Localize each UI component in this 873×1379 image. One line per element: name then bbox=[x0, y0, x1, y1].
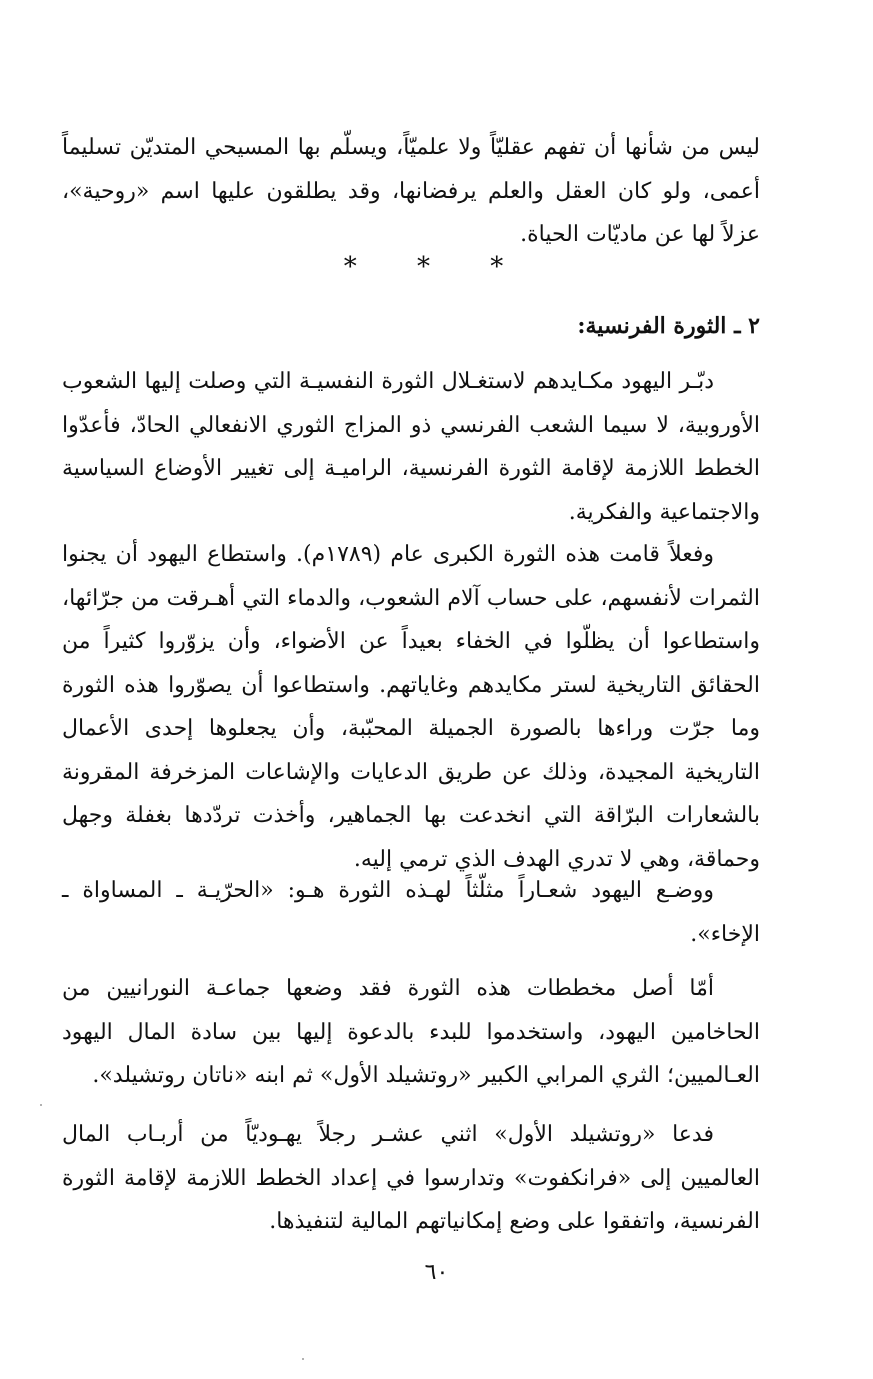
scan-speck bbox=[40, 1104, 42, 1106]
paragraph-2-block bbox=[62, 533, 760, 881]
scan-speck bbox=[302, 1358, 304, 1360]
paragraph-3: ووضـع اليهود شعـاراً مثلّثاً لهـذه الثورة هـو: «الحرّيـة ـ المساواة ـ الإخاء». bbox=[62, 878, 760, 947]
paragraph-2: وفعلاً قامت هذه الثورة الكبرى عام (١٧٨٩م). واستطاع اليهود أن يجنوا الثمرات لأنفسهم، على حساب آلام الشعوب، والدماء التي أهـرقت من جرّائها، واستطاعوا أن يظلّوا في الخفاء بعيداً عن الأضواء، وأن يزوّروا كثيراً من الحقائق التاريخية لستر مكايدهم وغاياتهم. واستطاعوا أن يصوّروا هذه الثورة وما جرّت وراءها بالصورة الجميلة المحبّبة، وأن يجعلوها إحدى الأعمال التاريخية المجيدة، وذلك عن طريق الدعايات والإشاعات المزخرفة المقرونة بالشعارات البرّاقة التي انخدعت بها الجماهير، وأخذت تردّدها بغفلة وجهل وحماقة، وهي لا تدري الهدف الذي ترمي إليه. bbox=[62, 542, 760, 872]
paragraph-4: أمّا أصل مخططات هذه الثورة فقد وضعها جماعـة النورانيين من الحاخامين اليهود، واستخدموا للبدء بالدعوة إليها بين سادة المال اليهود العـالميين؛ الثري المرابي الكبير «روتشيلد الأول» ثم ابنه «ناتان روتشيلد». bbox=[62, 976, 760, 1088]
intro-paragraph-block bbox=[62, 126, 760, 257]
section-separator: * * * bbox=[343, 252, 530, 282]
paragraph-3-block bbox=[62, 869, 760, 956]
intro-paragraph: ليس من شأنها أن تفهم عقليّاً ولا علميّاً، ويسلّم بها المسيحي المتديّن تسليماً أعمى، ولو كان العقل والعلم يرفضانها، وقد يطلقون عليها اسم «روحية»، عزلاً لها عن ماديّات الحياة. bbox=[62, 135, 760, 247]
page-number: ٦٠ bbox=[424, 1260, 449, 1285]
section-heading: ٢ ـ الثورة الفرنسية: bbox=[577, 313, 760, 339]
paragraph-1: دبّـر اليهود مكـايدهم لاستغـلال الثورة النفسيـة التي وصلت إليها الشعوب الأوروبية، لا سيما الشعب الفرنسي ذو المزاج الثوري الانفعالي الحادّ، فأعدّوا الخطط اللازمة لإقامة الثورة الفرنسية، الراميـة إلى تغيير الأوضاع السياسية والاجتماعية والفكرية. bbox=[62, 369, 760, 525]
paragraph-1-block bbox=[62, 360, 760, 534]
paragraph-5: فدعا «روتشيلد الأول» اثني عشـر رجلاً يهـوديّاً من أربـاب المال العالميين إلى «فرانكفوت» وتدارسوا في إعداد الخطط اللازمة لإقامة الثورة الفرنسية، واتفقوا على وضع إمكانياتهم المالية لتنفيذها. bbox=[62, 1122, 760, 1234]
paragraph-5-block bbox=[62, 1113, 760, 1244]
paragraph-4-block bbox=[62, 967, 760, 1098]
